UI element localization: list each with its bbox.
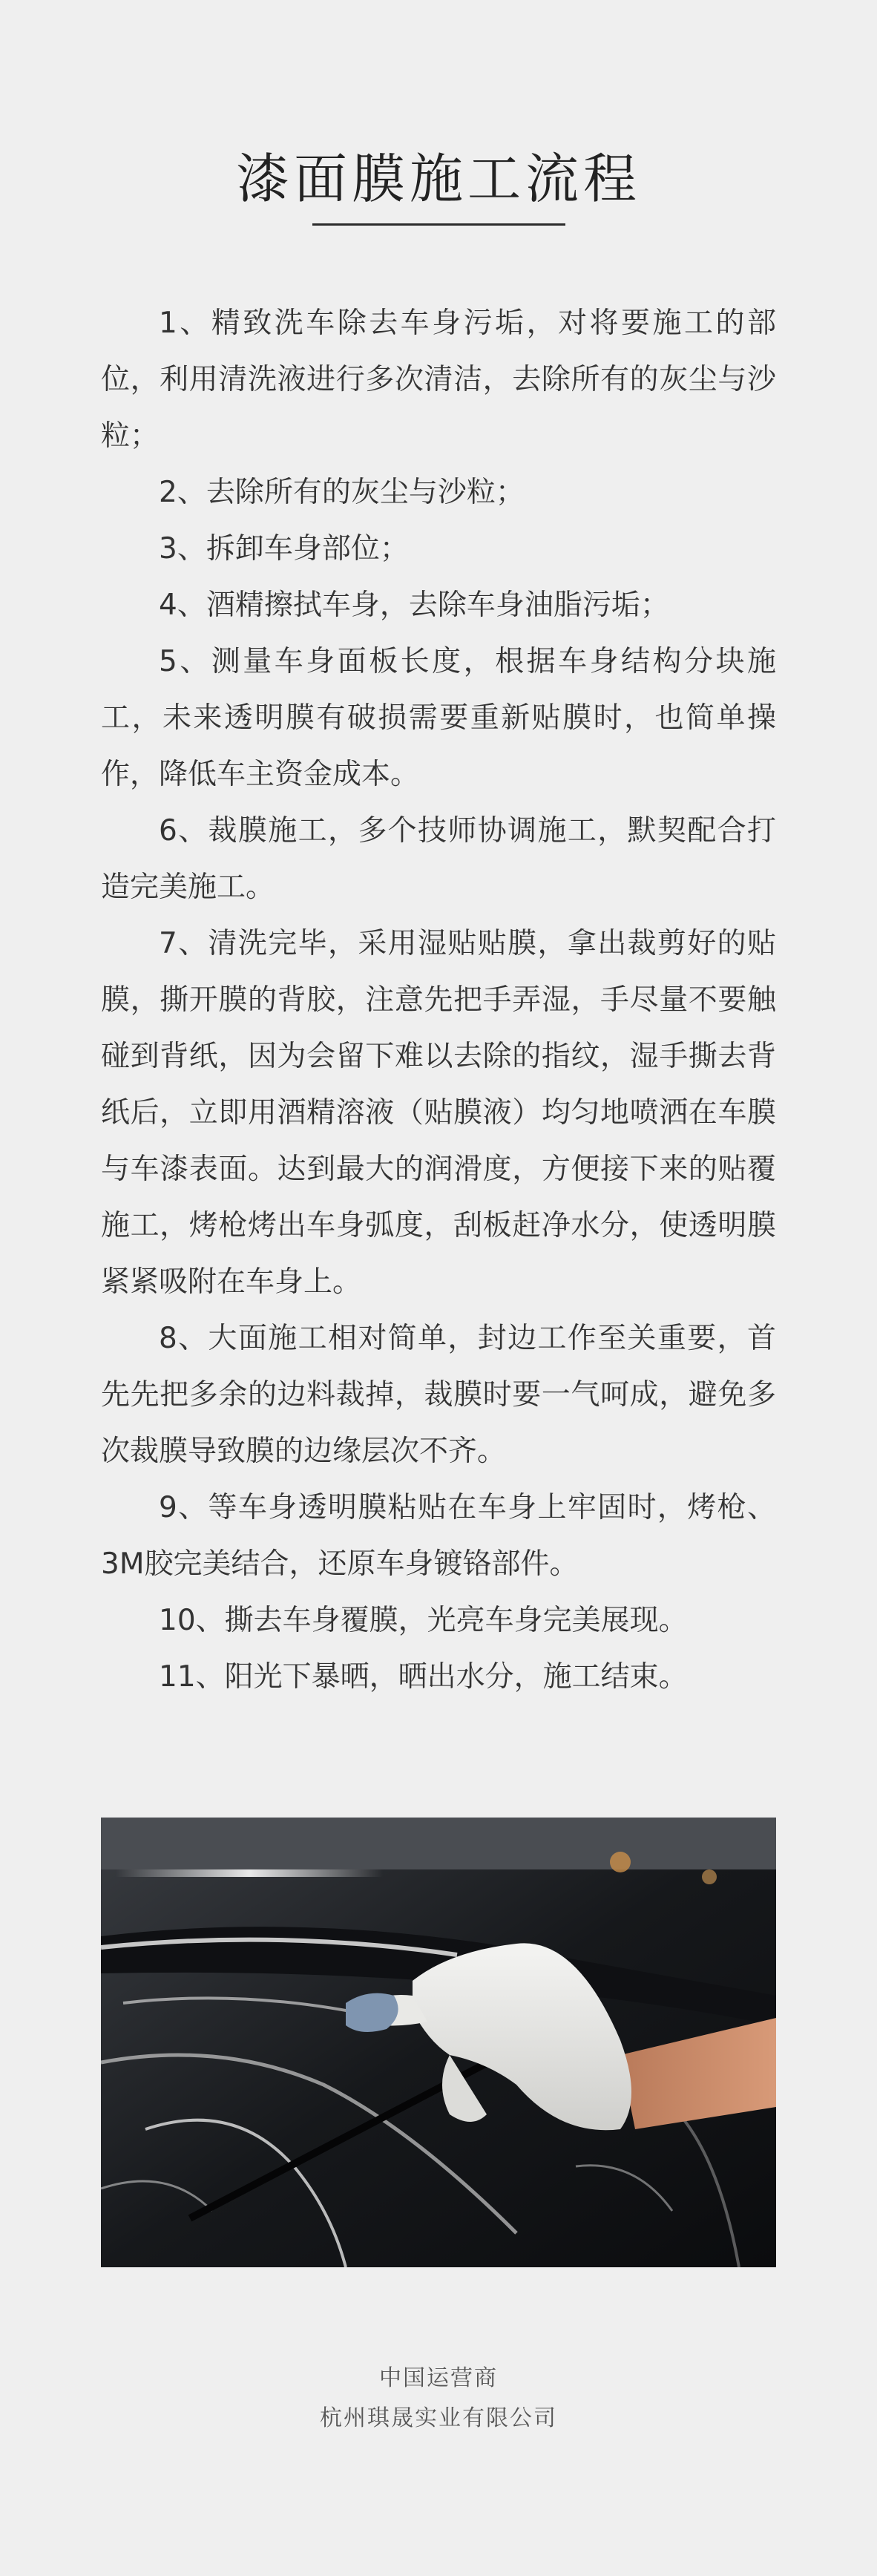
car-film-application-illustration — [101, 1818, 776, 2267]
page-title: 漆面膜施工流程 — [235, 148, 641, 211]
step-10: 10、撕去车身覆膜，光亮车身完美展现。 — [159, 1604, 688, 1637]
step-5: 5、测量车身面板长度，根据车身结构分块施工，未来透明膜有破损需要重新贴膜时，也简单操作，降低车主资金成本。 — [101, 645, 776, 791]
title-divider — [312, 223, 565, 226]
step-7: 7、清洗完毕，采用湿贴贴膜，拿出裁剪好的贴膜，撕开膜的背胶，注意先把手弄湿，手尽量不要触碰到背纸，因为会留下难以去除的指纹，湿手撕去背纸后，立即用酒精溶液（贴膜液）均匀地喷洒在车膜与车漆表面。达到最大的润滑度，方便接下来的贴覆施工，烤枪烤出车身弧度，刮板赶净水分，使透明膜紧紧吸附在车身上。 — [101, 927, 776, 1299]
car-film-application-photo — [101, 1818, 776, 2267]
step-11: 11、阳光下暴晒，晒出水分，施工结束。 — [159, 1660, 688, 1694]
step-8: 8、大面施工相对简单，封边工作至关重要，首先先把多余的边料裁掉，裁膜时要一气呵成，避免多次裁膜导致膜的边缘层次不齐。 — [101, 1322, 776, 1468]
step-6: 6、裁膜施工，多个技师协调施工，默契配合打造完美施工。 — [101, 814, 776, 904]
step-3: 3、拆卸车身部位； — [159, 532, 409, 566]
step-4: 4、酒精擦拭车身，去除车身油脂污垢； — [159, 589, 669, 622]
footer — [0, 2359, 877, 2439]
steps-list — [101, 295, 776, 1705]
step-2: 2、去除所有的灰尘与沙粒； — [159, 476, 525, 509]
step-1: 1、精致洗车除去车身污垢，对将要施工的部位，利用清洗液进行多次清洁，去除所有的灰尘与沙粒； — [101, 307, 776, 453]
step-9: 9、等车身透明膜粘贴在车身上牢固时，烤枪、3M胶完美结合，还原车身镀铬部件。 — [101, 1491, 776, 1581]
footer-operator-label: 中国运营商 — [379, 2365, 498, 2391]
footer-company-name: 杭州琪晟实业有限公司 — [320, 2405, 557, 2431]
